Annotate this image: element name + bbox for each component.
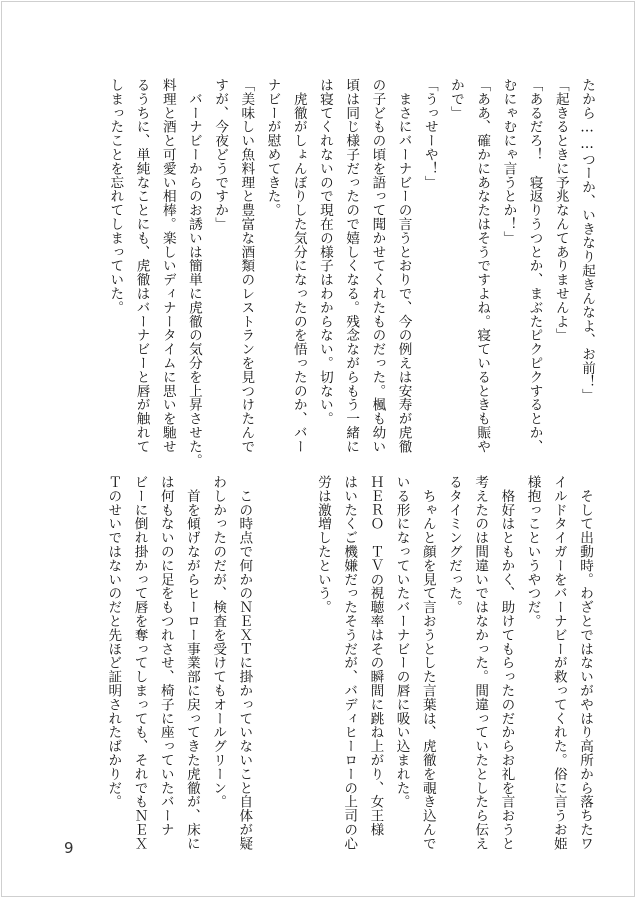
text-line: は何もないのに足をもつれさせ、椅子に座っていたバーナ: [157, 475, 174, 837]
text-line: たから……つーか、いきなり起きんなよ、お前！」: [579, 78, 595, 403]
text-line: は寝てくれないので現在の様子はわからない。切ない。: [316, 78, 333, 426]
text-line: るタイミングだった。: [445, 475, 462, 614]
text-line: の子どもの頃を語って聞かせてくれたものだった。楓も幼い: [369, 78, 386, 454]
text-line: 「美味しい魚料理と豊富な酒類のレストランを見つけたんで: [238, 78, 255, 454]
text-line: Ｔのせいではないのだと先ほど証明されたばかりだ。: [105, 475, 122, 809]
text-line: まさにバーナビーの言うとおりで、今の例えは安寿が虎徹: [395, 78, 412, 454]
text-line: 頃は同じ様子だったので嬉しくなる。残念ながらもう一緒に: [343, 78, 360, 454]
text-line: 労は激増したという。: [314, 475, 331, 614]
blank-line: [284, 475, 310, 840]
text-line: むにゃむにゃ言うとか！」: [500, 78, 517, 245]
text-line: すが、今夜どうですか」: [212, 78, 229, 231]
text-line: 「ああ、確かにあなたはそうですよね。寝ているときも賑や: [474, 78, 491, 454]
text-line: 「うっせーや！」: [421, 78, 438, 190]
text-line: 虎徹がしょんぼりした気分になったのを悟ったのか、バー: [290, 78, 307, 454]
text-line: 「あるだろ！ 寝返りうつとか、まぶたピクピクするとか、: [526, 78, 543, 454]
text-line: 様抱っこというやつだ。: [524, 475, 541, 628]
text-line: イルドタイガーをバーナビーが救ってくれた。俗に言うお姫: [550, 475, 567, 851]
page-number: 9: [64, 839, 74, 857]
text-line: るうちに、単純なことにも、虎徹はバーナビーと唇が触れて: [133, 78, 150, 454]
text-line: ちゃんと顔を見て言おうとした言葉は、虎徹を覗き込んで: [419, 475, 436, 851]
text-line: バーナビーからのお誘いは簡単に虎徹の気分を上昇させた。: [185, 78, 202, 468]
text-line: しまったことを忘れてしまっていた。: [107, 78, 124, 315]
text-line: わしかったのだが、検査を受けてもオールグリーン。: [210, 475, 227, 809]
text-block-bottom: [100, 475, 598, 851]
text-line: はいたくご機嫌だったそうだが、バディヒーローの上司の心: [341, 475, 358, 851]
blank-line: [257, 475, 283, 840]
text-line: 考えたのは間違いではなかった。間違っていたとしたら伝え: [472, 475, 489, 851]
text-line: そして出動時。わざとではないがやはり高所から落ちたワ: [577, 475, 593, 851]
text-line: 格好はともかく、助けてもらったのだからお礼を言おうと: [498, 475, 515, 851]
text-line: ＨＥＲＯ ＴＶの視聴率はその瞬間に跳ね上がり、女王様: [367, 475, 384, 837]
text-line: 首を傾げながらヒーロー事業部に戻ってきた虎徹が、床に: [183, 475, 200, 851]
text-line: この時点で何かのＮＥＸＴに掛かっていないこと自体が疑: [236, 475, 253, 851]
text-line: 料理と酒と可愛い相棒。楽しいディナータイムに思いを馳せ: [159, 78, 176, 454]
text-line: 「起きるときに予兆なんてありませんよ」: [552, 78, 569, 343]
text-line: いる形になっていたバーナビーの唇に吸い込まれた。: [393, 475, 410, 809]
text-line: ナビーが慰めてきた。: [264, 78, 281, 217]
text-line: かで」: [447, 78, 464, 120]
text-block-top: [102, 78, 600, 468]
text-line: ビーに倒れ掛かって唇を奪ってしまっても、それでもＮＥＸ: [131, 475, 148, 851]
